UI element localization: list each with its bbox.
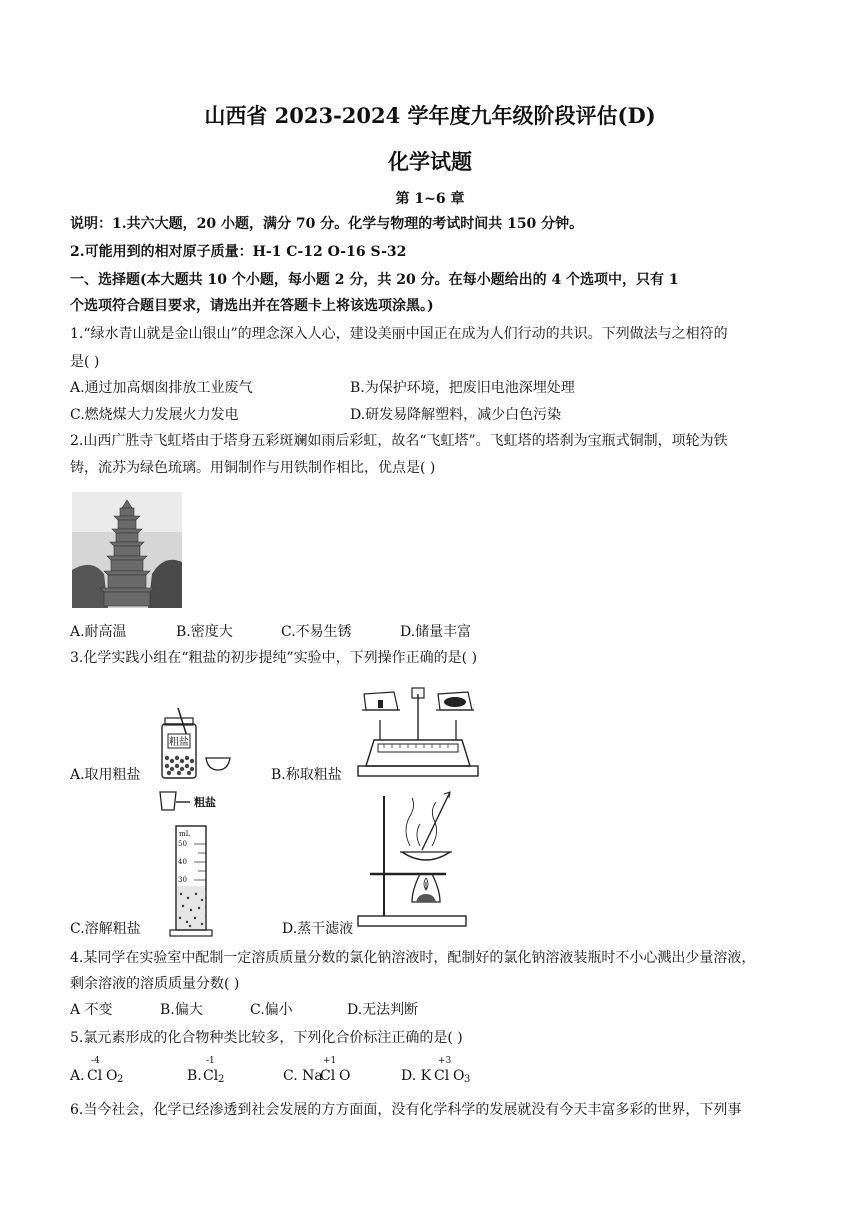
q2-stem-line-2: 铸，流苏为绿色琉璃。用铜制作与用铁制作相比，优点是( ) (70, 460, 436, 476)
q2-stem-line-1: 2.山西广胜寺飞虹塔由于塔身五彩斑斓如雨后彩虹，故名“飞虹塔”。飞虹塔的塔刹为宝瓶式铜制，项轮为铁 (70, 433, 728, 449)
valence-mark: +1 (323, 1056, 337, 1066)
q4-option-c: C.偏小 (250, 1002, 293, 1018)
q3-option-b: B.称取粗盐 (271, 767, 342, 783)
q1-stem-line-1: 1.“绿水青山就是金山银山”的理念深入人心，建设美丽中国正在成为人们行动的共识。下列做法与之相符的 (70, 326, 728, 342)
pagoda-photo (72, 492, 182, 608)
balance-figure (354, 680, 482, 780)
q4-stem-line-2: 剩余溶液的溶质质量分数( ) (70, 976, 240, 992)
q4-option-b: B.偏大 (160, 1002, 203, 1018)
q3-option-c: C.溶解粗盐 (70, 921, 141, 937)
section-heading-line-1: 一、选择题(本大题共 10 个小题，每小题 2 分，共 20 分。在每小题给出的 4 个选项中，只有 1 (70, 272, 679, 288)
valence-mark: -1 (206, 1056, 215, 1066)
cylinder-tick-50: 50 (178, 840, 187, 848)
q1-option-a: A.通过加高烟囱排放工业废气 (70, 380, 253, 396)
q2-option-c: C.不易生锈 (281, 624, 352, 640)
instructions-line-2: 2.可能用到的相对原子质量：H-1 C-12 O-16 S-32 (70, 244, 407, 260)
q3-option-d: D.蒸干滤液 (282, 921, 354, 937)
q1-option-c: C.燃烧煤大力发展火力发电 (70, 407, 239, 423)
q4-option-d: D.无法判断 (347, 1002, 419, 1018)
jar-label: 粗盐 (169, 737, 189, 748)
exam-title: 山西省 2023-2024 学年度九年级阶段评估(D) (204, 103, 656, 128)
q5-stem: 5.氯元素形成的化合物种类比较多，下列化合价标注正确的是( ) (70, 1030, 463, 1046)
q1-stem-line-2: 是( ) (70, 354, 100, 370)
q1-option-d: D.研发易降解塑料，减少白色污染 (350, 407, 562, 423)
graduated-cylinder-figure (150, 790, 226, 938)
q2-option-a: A.耐高温 (70, 624, 127, 640)
valence-mark: -4 (91, 1056, 100, 1066)
valence-mark: +3 (438, 1056, 452, 1066)
chapter-range: 第 1~6 章 (395, 191, 465, 207)
reagent-jar-figure (156, 706, 262, 782)
cylinder-tick-30: 30 (178, 876, 187, 884)
funnel-label: 粗盐 (194, 796, 216, 809)
q4-stem-line-1: 4.某同学在实验室中配制一定溶质质量分数的氯化钠溶液时，配制好的氯化钠溶液装瓶时不小心溅出少量溶液， (70, 950, 756, 966)
q1-option-b: B.为保护环境，把废旧电池深埋处理 (350, 380, 575, 396)
q3-stem: 3.化学实践小组在“粗盐的初步提纯”实验中，下列操作正确的是( ) (70, 650, 478, 666)
section-heading-line-2: 个选项符合题目要求，请选出并在答题卡上将该选项涂黑。) (70, 298, 434, 314)
q2-option-b: B.密度大 (176, 624, 233, 640)
instructions-line-1: 说明：1.共六大题，20 小题，满分 70 分。化学与物理的考试时间共 150 分钟。 (70, 216, 584, 232)
q2-option-d: D.储量丰富 (400, 624, 472, 640)
q4-option-a: A 不变 (70, 1002, 113, 1018)
subject-title: 化学试题 (388, 149, 472, 174)
q3-option-a: A.取用粗盐 (70, 767, 141, 783)
q6-stem-line-1: 6.当今社会，化学已经渗透到社会发展的方方面面，没有化学科学的发展就没有今天丰富多彩的世界，下列事 (70, 1102, 742, 1118)
cylinder-tick-40: 40 (178, 858, 187, 866)
evaporation-figure (354, 790, 470, 930)
exam-page: 山西省 2023-2024 学年度九年级阶段评估(D) 化学试题 第 1~6 章 说明：1.共六大题，20 小题，满分 70 分。化学与物理的考试时间共 150 分钟。 2.可能用到的相对原子质量：H-1 C-12 O-16 S-32 一、选择题(本大题共 10 个小题，每小题 2 分，共 20 分。在每小题给出的 4 个选项中，只有 1 个选项符合题目要求，请选出并在答题卡上将该选项涂黑。) 1.“绿水青山就是金山银山”的理念深入人心，建设美丽中国正在成为人们行动的共识。下列做法与之相符的 是( ) A.通过加高烟囱排放工业废气 B.为保护环境，把废旧电池深埋处理 C.燃烧煤大力发展火力发电 D.研发易降解塑料，减少白色污染 2.山西广胜寺飞虹塔由于塔身五彩斑斓如雨后彩虹，故名“飞虹塔”。飞虹塔的塔刹为宝瓶式铜制，项轮为铁 铸，流苏为绿色琉璃。用铜制作与用铁制作相比，优点是( ) A.耐高温 B.密度大 C.不易生锈 D.储量丰富 3.化学实践小组在“粗盐的初步提纯”实验中，下列操作正确的是( ) 粗盐 A.取用粗盐 B.称取粗盐 粗盐 mL 50 40 30 C.溶解粗盐 D.蒸干滤液 4.某同学在实验室中配制一定溶质质量分数的氯化钠溶液时，配制好的氯化钠溶液装瓶时不小心溅出少量溶液， 剩余溶液的溶质质量分数( ) A 不变 B.偏大 C.偏小 D.无法判断 5.氯元素形成的化合物种类比较多，下列化合价标注正确的是( ) A. -4 Cl O 2 B. -1 Cl 2 C. Na +1 Cl O D. K +3 Cl O 3 6.当今社会，化学已经渗透到社会发展的方方面面，没有化学科学的发展就没有今天丰富多彩的世界，下列事 (0, 0, 860, 1216)
cylinder-unit: mL (179, 830, 191, 838)
